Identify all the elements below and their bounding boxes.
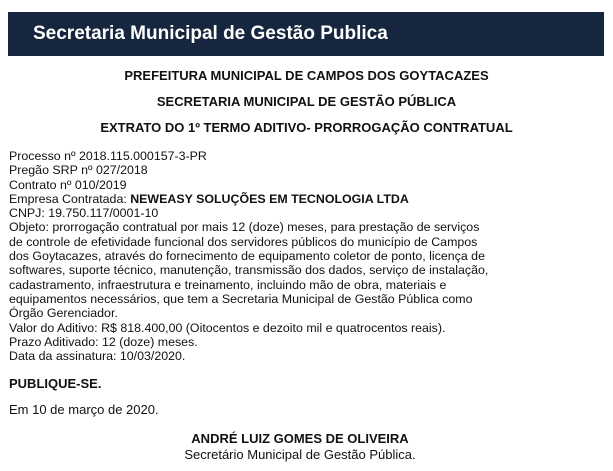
date-line: Em 10 de março de 2020. [9,402,159,417]
cnpj-line: CNPJ: 19.750.117/0001-10 [9,206,159,221]
contrato-line: Contrato nº 010/2019 [9,177,127,192]
signer-name: ANDRÉ LUIZ GOMES DE OLIVEIRA [191,431,409,446]
prazo-line: Prazo Aditivado: 12 (doze) meses. [9,334,198,349]
heading-extrato: EXTRATO DO 1º TERMO ADITIVO- PRORROGAÇÃO CONTRATUAL [100,120,513,135]
valor-line: Valor do Aditivo: R$ 818.400,00 (Oitocentos e dezoito mil e quatrocentos reais). [9,320,446,335]
objeto-line: softwares, suporte técnico, manutenção, transmissão dos dados, serviço de instalação, [9,263,489,278]
empresa-name: NEWEASY SOLUÇÕES EM TECNOLOGIA LTDA [130,191,409,206]
heading-secretaria: SECRETARIA MUNICIPAL DE GESTÃO PÚBLICA [156,94,457,109]
empresa-label: Empresa Contratada: [9,191,131,206]
header-bar [8,12,604,56]
empresa-line [9,192,579,206]
objeto-line: cadastramento, infraestrutura e treinamento, incluindo mão de obra, materiais e [9,277,447,292]
extract-body [9,149,579,363]
publique-se: PUBLIQUE-SE. [9,376,102,391]
objeto-line: Órgão Gerenciador. [9,306,118,321]
objeto-line: Objeto: prorrogação contratual por mais 12 (doze) meses, para prestação de serviços [9,220,480,235]
objeto-line: dos Goytacazes, através do fornecimento de equipamento coletor de ponto, licença de [9,249,485,264]
signer-role: Secretário Municipal de Gestão Pública. [184,447,416,462]
data-assinatura-line: Data da assinatura: 10/03/2020. [9,349,186,364]
objeto-line: de controle de efetividade funcional dos servidores públicos do município de Campos [9,234,478,249]
pregao-line: Pregão SRP nº 027/2018 [9,163,148,178]
heading-prefeitura: PREFEITURA MUNICIPAL DE CAMPOS DOS GOYTACAZES [124,68,489,83]
processo-line: Processo nº 2018.115.000157-3-PR [9,149,207,163]
header-title: Secretaria Municipal de Gestão Publica [33,23,388,44]
objeto-line: equipamentos necessários, que tem a Secretaria Municipal de Gestão Pública como [9,291,473,306]
